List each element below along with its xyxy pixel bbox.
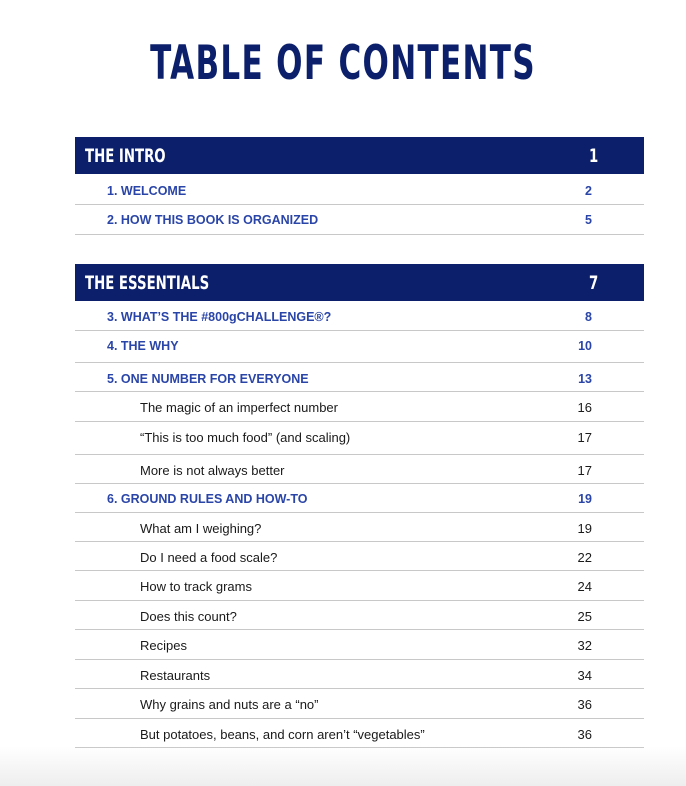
toc-subentry-restaurants[interactable] [75,660,644,689]
toc-entry-page: 5 [585,213,592,227]
toc-entry-label: Recipes [140,638,187,653]
toc-entry-label: “This is too much food” (and scaling) [140,430,351,445]
toc-entry-page: 17 [577,430,592,445]
page-bottom-shadow [0,746,686,786]
toc-subentry-potatoes-beans-corn[interactable] [75,719,644,748]
toc-entry-label: Does this count? [140,609,237,624]
toc-subentry-imperfect-number[interactable] [75,392,644,422]
toc-subentry-too-much-food[interactable] [75,422,644,455]
toc-entry-page: 24 [577,579,592,594]
toc-entry-label: 3. WHAT’S THE #800gCHALLENGE®? [107,310,332,324]
section-title: THE INTRO [85,145,166,167]
toc-entry-label: Restaurants [140,668,211,683]
toc-entry-label: Do I need a food scale? [140,550,278,565]
toc-entry-label: 4. THE WHY [107,339,179,353]
toc-entry-the-why[interactable] [75,331,644,363]
toc-entry-label: More is not always better [140,463,285,478]
toc-entry-page: 36 [577,697,592,712]
toc-entry-label: 1. WELCOME [107,184,187,198]
toc-entry-label: What am I weighing? [140,521,262,536]
toc-subentry-recipes[interactable] [75,630,644,660]
page-title: TABLE OF CONTENTS [150,36,536,91]
toc-entry-label: Why grains and nuts are a “no” [140,697,319,712]
toc-entry-how-organized[interactable] [75,205,644,235]
toc-subentry-track-grams[interactable] [75,571,644,601]
toc-entry-page: 25 [577,609,592,624]
toc-entry-one-number[interactable] [75,363,644,392]
section-page-number: 7 [588,272,598,294]
toc-entry-ground-rules[interactable] [75,484,644,513]
section-title: THE ESSENTIALS [85,272,210,294]
toc-entry-label: How to track grams [140,579,252,594]
toc-entry-page: 8 [585,310,592,324]
section-page-number: 1 [588,145,598,167]
toc-entry-page: 34 [577,668,592,683]
toc-entry-page: 10 [578,339,592,353]
toc-entry-page: 13 [578,372,592,386]
toc-entry-800g-challenge[interactable] [75,301,644,331]
toc-entry-page: 36 [577,727,592,742]
toc-entry-label: The magic of an imperfect number [140,400,338,415]
toc-entry-page: 19 [578,492,592,506]
section-header-essentials[interactable] [75,264,644,301]
toc-entry-page: 32 [577,638,592,653]
toc-subentry-does-this-count[interactable] [75,601,644,630]
toc-entry-page: 16 [577,400,592,415]
toc-subentry-what-weighing[interactable] [75,513,644,542]
section-header-intro[interactable] [75,137,644,174]
toc-entry-welcome[interactable] [75,174,644,205]
toc-subentry-food-scale[interactable] [75,542,644,571]
toc-entry-page: 19 [577,521,592,536]
toc-entry-page: 2 [585,184,592,198]
toc-entry-label: 6. GROUND RULES AND HOW-TO [107,492,308,506]
toc-subentry-more-not-better[interactable] [75,455,644,484]
toc-entry-page: 22 [577,550,592,565]
toc-entry-label: 2. HOW THIS BOOK IS ORGANIZED [107,213,319,227]
toc-entry-page: 17 [577,463,592,478]
toc-entry-label: But potatoes, beans, and corn aren’t “vegetables” [140,727,425,742]
toc-entry-label: 5. ONE NUMBER FOR EVERYONE [107,372,309,386]
toc-subentry-grains-nuts[interactable] [75,689,644,719]
